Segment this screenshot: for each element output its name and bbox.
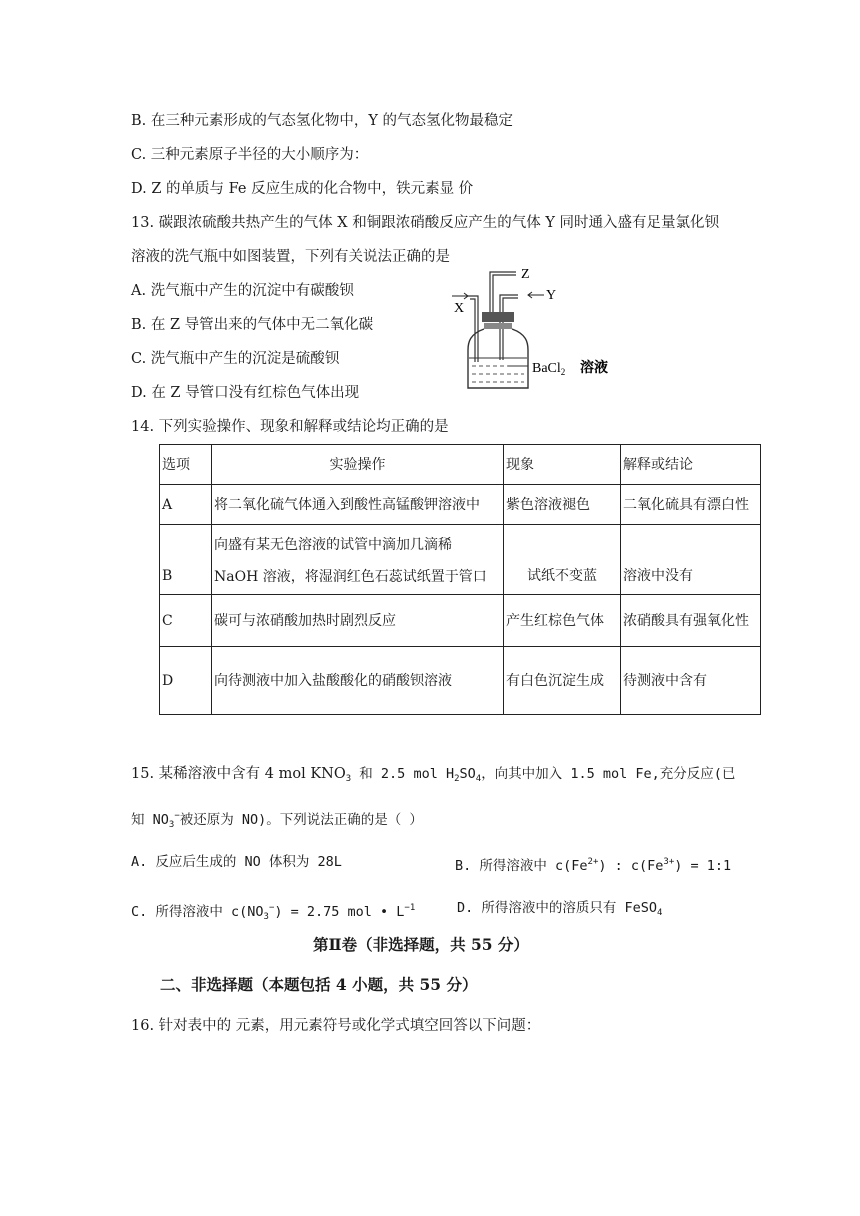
section-title: 二、非选择题（本题包括 4 小题，共 55 分）	[160, 975, 478, 994]
q12-option-c: C. 三种元素原子半径的大小顺序为：	[131, 147, 369, 163]
header-conclusion: 解释或结论	[621, 445, 761, 485]
q15-stem: 15. 某稀溶液中含有 4 mol $KNO_3$ 和 2.5 mol $H_2SO_4$，向其中加入 1.5 mol Fe,充分反应(已	[131, 766, 736, 784]
experiment-table	[159, 444, 761, 715]
q16-stem: 16. 针对表中的 元素，用元素符号或化学式填空回答以下问题：	[131, 1018, 541, 1034]
table-row	[160, 485, 761, 525]
q12-option-b: B. 在三种元素形成的气态氢化物中，Y 的气态氢化物最稳定	[131, 113, 514, 129]
label-solution: 溶液	[580, 360, 608, 376]
row-option: C	[160, 595, 212, 647]
q15-option-c: C. 所得溶液中 $c(NO_3^-) = 2.75$ mol • $L^{-1}$	[131, 903, 416, 922]
row-conclusion: 浓硝酸具有强氧化性	[621, 595, 761, 647]
label-x: X	[454, 301, 465, 316]
row-conclusion: 待测液中含有	[621, 647, 761, 715]
row-option: A	[160, 485, 212, 525]
q14-stem: 14. 下列实验操作、现象和解释或结论均正确的是	[131, 419, 449, 435]
q12-option-d: D. Z 的单质与 Fe 反应生成的化合物中，铁元素显 价	[131, 181, 474, 197]
row-operation: 向待测液中加入盐酸酸化的硝酸钡溶液	[212, 647, 504, 715]
row-operation-line: NaOH 溶液，将湿润红色石蕊试纸置于管口	[214, 568, 487, 585]
header-option: 选项	[160, 445, 212, 485]
header-operation: 实验操作	[212, 445, 504, 485]
row-conclusion: 二氧化硫具有漂白性	[621, 485, 761, 525]
q13-option-d: D. 在 Z 导管口没有红棕色气体出现	[131, 385, 360, 401]
row-option: B	[160, 525, 212, 595]
q13-option-b: B. 在 Z 导管出来的气体中无二氧化碳	[131, 317, 374, 333]
table-header-row	[160, 445, 761, 485]
label-z: Z	[521, 267, 530, 282]
q13-stem: 13. 碳跟浓硫酸共热产生的气体 X 和铜跟浓硝酸反应产生的气体 Y 同时通入盛有足量氯化钡	[131, 215, 719, 231]
q15-stem-cont: 知 $NO_3^-$被还原为 NO)。下列说法正确的是（ ）	[131, 811, 423, 830]
q13-option-c: C. 洗气瓶中产生的沉淀是硫酸钡	[131, 351, 340, 367]
row-phenomenon: 试纸不变蓝	[504, 525, 621, 595]
label-y: Y	[546, 288, 557, 303]
gas-washing-bottle-figure	[448, 262, 628, 394]
row-phenomenon: 有白色沉淀生成	[504, 647, 621, 715]
row-option: D	[160, 647, 212, 715]
q15-option-a: A. 反应后生成的 NO 体积为 28L	[131, 854, 342, 870]
row-operation	[212, 525, 504, 595]
row-operation: 碳可与浓硝酸加热时剧烈反应	[212, 595, 504, 647]
table-row	[160, 595, 761, 647]
part2-title: 第Ⅱ卷（非选择题，共 55 分）	[313, 935, 529, 954]
q13-stem-cont: 溶液的洗气瓶中如图装置，下列有关说法正确的是	[131, 249, 450, 265]
table-row	[160, 647, 761, 715]
row-operation-line: 向盛有某无色溶液的试管中滴加几滴稀	[214, 536, 452, 553]
table-row	[160, 525, 761, 595]
q13-option-a: A. 洗气瓶中产生的沉淀中有碳酸钡	[131, 283, 354, 299]
row-operation: 将二氧化硫气体通入到酸性高锰酸钾溶液中	[212, 485, 504, 525]
row-phenomenon: 紫色溶液褪色	[504, 485, 621, 525]
q15-option-d: D. 所得溶液中的溶质只有 FeSO$_4$	[457, 900, 663, 918]
q15-option-b: B. 所得溶液中 $c(Fe^{2+})$ : $c(Fe^{3+})$ = 1:1	[455, 857, 732, 874]
row-conclusion: 溶液中没有	[621, 525, 761, 595]
header-phenomenon: 现象	[504, 445, 621, 485]
label-bacl2: BaCl$_2$	[532, 361, 566, 377]
row-phenomenon: 产生红棕色气体	[504, 595, 621, 647]
